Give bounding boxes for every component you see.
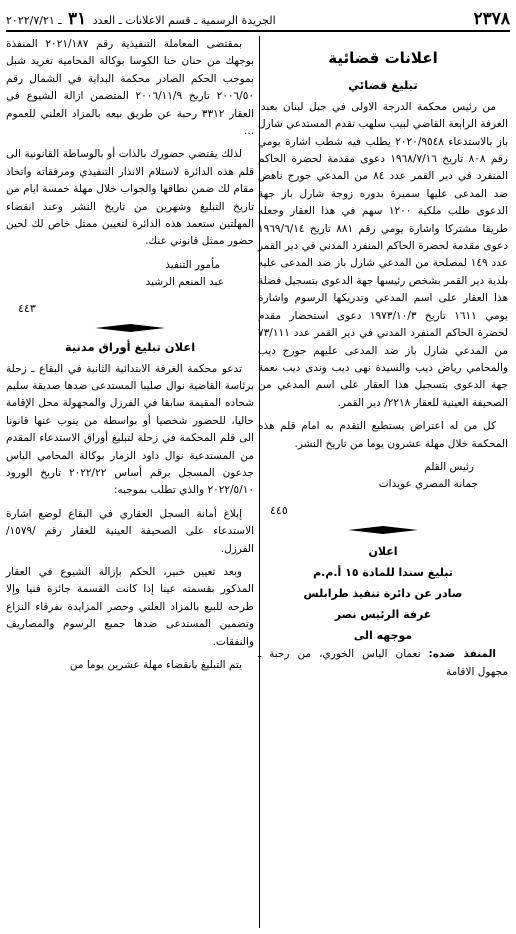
- notice2-line1: تبليغ سندا للمادة ١٥ أ.م.م: [313, 566, 453, 580]
- notice3-title: اعلان تبليغ أوراق مدنية: [64, 340, 196, 355]
- request-item-2: وبعد تعيين خبير، الحكم بإزالة الشيوع في العقار المذكور بقسمته عينا إذا كانت القسمة جائزة فنيا وإلا طرحه للبيع بالمزاد العلني وحصر المزايدة بفرقاء النزاع وتضمين المستدعى ضدها جميع الرسوم والمصاريف والنفقات.: [6, 565, 254, 648]
- page-header: [6, 8, 510, 32]
- signer-name: جمانة المصري عويدات: [378, 478, 478, 491]
- request-item-3: يتم التبليغ بانقضاء مهلة عشرين يوما من: [69, 659, 242, 671]
- notice-code: ٤٤٣: [18, 301, 36, 315]
- notice-code: ٤٤٥: [270, 503, 288, 517]
- signer-title: مأمور التنفيذ: [165, 258, 220, 271]
- notice-title: تبليغ قضائي: [348, 78, 418, 93]
- section-title: اعلانات قضائية: [328, 49, 438, 67]
- ornament-divider: [6, 323, 254, 333]
- notice2-title: اعلان: [368, 545, 398, 559]
- notice2-line2: صادر عن دائرة تنفيذ طرابلس: [303, 587, 463, 601]
- notice-body: من رئيس محكمة الدرجة الاولى في جبل لبنان بعبدا الغرفة الرابعة القاضي لبيب سلهب تقدم المستدعي شارل باز بالاستدعاء ٢٠٢٠/٩٥٤٨ يطلب فيه شطب اشارة يومي رقم ٨٠٨ تاريخ ١٩٦٨/٧/١٦ دعوى مقدمة لحضرة الحاكم المنفرد في دير القمر عدد ٨٤ من المدعي جورج ناهض ضد المدعى عليها سميرة بدوره زوجة شارل باز جهة الدعوى طلب ملكية ١٢٠٠ سهم في هذا العقار وجعله طريقا مشتركا واشارة يومي رقم ٨٨١ تاريخ ١٩٦٩/٦/١٤ دعوى مقدمة لحضرة الحاكم المنفرد المدني في دير القمر عدد ١٤٩ لمصلحة من المدعي شارل باز ضد المدعى عليه بلدية دير القمر بشخص رئيسها جهة الدعوى بتسجيل فضلة هذا العقار على اسم المدعي وتدريكها الرسوم واشارة يومي ١٦١١ تاريخ ١٩٧٣/١٠/٣ دعوى استحضار مقدم لحضرة الحاكم المنفرد المدني في دير القمر عدد ٧٣/١١١ من المدعي شارل باز ضد المدعى عليهم جورج ديب والمحامي رياض ديب والسيدة نهى ديب وندى ديب نعمة جهة الدعوى بتسجيل هذا العقار على اسم المدعي من الصحيفة العينية للعقار ٢٢١٨/ دير القمر.: [258, 100, 509, 409]
- request-item-1: إبلاغ أمانة السجل العقاري في البقاع لوضع اشارة الاستدعاء على الصحيفة العينية للعقار رقم /١٥٧٩/ الفرزل.: [6, 507, 254, 555]
- notice3-body: تدعو محكمة الغرفة الابتدائية الثانية في البقاع ـ زحلة برئاسة القاضية نوال صليبا المستدعى ضدها صديقة سليم شحاده المقيمة سابقا في الفرزل والمجهولة محل الإقامة حاليا، للحضور شخصيا أو بواسطة من ينوب عنها قانونا الى قلم المحكمة في زحلة لتبليغ أوراق الاستدعاء المقدم من المستدعية نوال داود الزمار بوكالة المحامي الياس جدعون المسجل برقم أساس ٢٠٢٢/٢٢ تاريخ الورود ٢٠٢٢/٥/١٠ والذي تطلب بموجبه:: [6, 362, 254, 497]
- addressee: [258, 646, 508, 681]
- header-date: ـ ٢٠٢٢/٧/٢١: [6, 14, 62, 27]
- header-info: [6, 9, 276, 29]
- header-prefix: الجريدة الرسمية ـ قسم الاعلانات ـ العدد: [92, 14, 276, 27]
- objection-text: كل من له اعتراض يستطيع التقدم به امام قلم هذه المحكمة خلال مهلة عشرون يوما من تاريخ النشر.: [258, 420, 508, 450]
- right-column: [258, 36, 508, 681]
- left-column: [6, 36, 254, 674]
- summons-paragraph: لذلك يقتضي حضورك بالذات أو بالوساطة القانونية الى قلم هذه الدائرة لاستلام الانذار التنفيذي ومرفقاته واتخاذ مقام لك ضمن نطاقها والجواب خلال مهلة خمسة ايام من تاريخ التبليغ وشهرين من تاريخ النشر وعند انقضاء المهلتين ستعمد هذه الدائرة لتعيين ممثل خاص لك لحين حضور ممثل قانوني عنك.: [6, 148, 254, 248]
- signer-title: رئيس القلم: [424, 460, 474, 473]
- addressee-text: نعمان الياس الخوري، من رحبة ـ مجهول الاقامة: [258, 648, 508, 678]
- issue-number: ٣١: [68, 9, 87, 29]
- notice2-line4: موجهه الى: [353, 629, 413, 643]
- notice2-line3: غرفة الرئيس نصر: [334, 608, 432, 622]
- ornament-divider: [258, 525, 508, 535]
- addressee-label: المنفذ ضده:: [428, 648, 496, 661]
- page-number: ٢٣٧٨: [473, 9, 510, 29]
- signer-name: عبد المنعم الرشيد: [145, 276, 224, 289]
- execution-paragraph: بمقتضى المعاملة التنفيذية رقم ٢٠٢١/١٨٧ المنفذة بوجهك من حنان حنا الكوسا بوكالة المحامية تغريد شبل بموجب الحكم الصادر محكمة البداية في الشمال رقم ٢٠٠٦/٥٠ تاريخ ٢٠٠٦/١١/٩ المتضمن ازالة الشيوع في العقار ٣٣١٢ رحبة عن طريق بيعه بالمزاد العلني للعموم ...: [6, 38, 254, 138]
